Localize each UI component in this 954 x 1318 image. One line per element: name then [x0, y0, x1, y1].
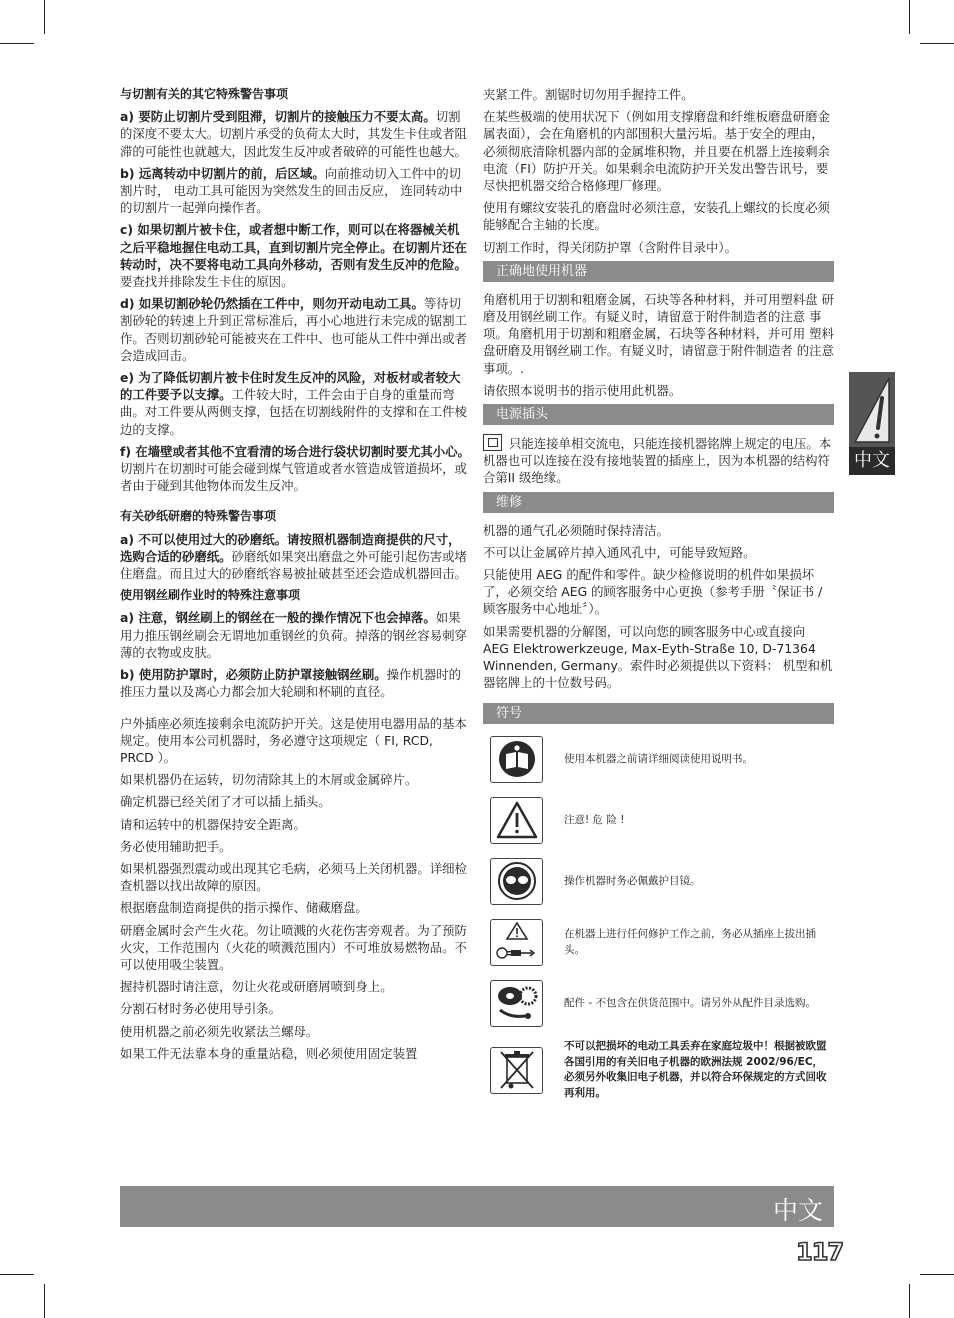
paragraph: f) 在墙壁或者其他不宜看清的场合进行袋状切割时要尤其小心。切割片在切割时可能会碰到煤气管道或者水管造成管道损坏，或者由于碰到其他物体而发生反冲。 — [120, 443, 470, 494]
paragraph: 切割工作时，得关闭防护罩（含附件目录中）。 — [483, 239, 738, 255]
symbol-text: 在机器上进行任何修护工作之前，务必从插座上拔出插头。 — [564, 928, 816, 957]
paragraph: 使用机器之前必须先收紧法兰螺母。 — [120, 1023, 319, 1039]
accessory-disc-icon — [490, 980, 543, 1027]
language-tab — [849, 372, 895, 475]
paragraph: 夹紧工件。割锯时切勿用手握持工件。 — [483, 87, 694, 102]
paragraph: 使用有螺纹安装孔的磨盘时必须注意，安装孔上螺纹的长度必须能够配合主轴的长度。 — [483, 200, 830, 233]
section-bar-mains-plug: 电源插头 — [483, 404, 834, 425]
paragraph: 如果机器仍在运转，切勿清除其上的木屑或金属碎片。 — [120, 772, 418, 788]
right-column — [483, 86, 834, 1112]
symbol-row — [490, 978, 834, 1028]
paragraph: 角磨机用于切割和粗磨金属，石块等各种材料，并可用塑料盘 研磨及用钢丝刷工作。有疑义时，请留意于附件制造者的注意 事项。角磨机用于切割和粗磨金属，石块等各种材料，并可用 塑料盘研磨及用钢丝刷工作。有疑义时，请留意于附件制造者 的注意事项。. — [483, 291, 834, 376]
class-ii-insulation-icon — [483, 434, 502, 451]
crop-mark — [0, 1274, 34, 1275]
paragraph: e) 为了降低切割片被卡住时发生反冲的风险，对板材或者较大的工件要予以支撑。工件较大时，工件会由于自身的重量而弯曲。对工件要从两侧支撑，包括在切割线附件的支撑和在工件棱边的支撑。 — [120, 370, 467, 437]
section-bar-symbols: 符号 — [483, 703, 834, 724]
paragraph: d) 如果切割砂轮仍然插在工件中，则勿开动电动工具。等待切割砂轮的转速上升到正常标准后，再小心地进行未完成的锯割工作。否则切割砂轮可能被夹在工件中、也可能从工件中弹出或者会造成回击。 — [120, 296, 467, 363]
page-number: 117 — [796, 1238, 844, 1266]
crop-mark — [909, 1284, 910, 1318]
read-manual-icon — [490, 736, 543, 783]
symbol-text: 注意! 危 险 ! — [564, 814, 625, 827]
section-heading: 使用钢丝刷作业时的特殊注意事项 — [120, 588, 301, 603]
paragraph: 机器的通气孔必须随时保持清洁。 — [483, 522, 669, 538]
section-heading: 有关砂纸研磨的特殊警告事项 — [120, 509, 277, 524]
crop-mark — [920, 43, 954, 44]
paragraph: 不可以让金属碎片掉入通风孔中，可能导致短路。 — [483, 544, 756, 560]
footer-language: 中文 — [772, 1196, 823, 1225]
section-bar-proper-use: 正确地使用机器 — [483, 261, 834, 282]
paragraph: 确定机器已经关闭了才可以插上插头。 — [120, 794, 331, 810]
crop-mark — [44, 0, 45, 34]
symbol-row — [490, 795, 834, 845]
symbol-text: 操作机器时务必佩戴护目镜。 — [564, 875, 701, 888]
paragraph: b) 远离转动中切割片的前，后区域。向前推动切入工件中的切割片时， 电动工具可能因为突然发生的回击反应， 连同转动中的切割片一起弹向操作者。 — [120, 165, 463, 216]
paragraph: 如果工件无法靠本身的重量站稳，则必须使用固定装置 — [120, 1045, 418, 1061]
paragraph: 务必使用辅助把手。 — [120, 838, 232, 854]
weee-bin-icon — [490, 1047, 543, 1094]
symbol-row — [490, 856, 834, 906]
symbol-row — [490, 1039, 834, 1101]
paragraph: 分割石材时务必使用导引条。 — [120, 1001, 282, 1017]
paragraph: 户外插座必须连接剩余电流防护开关。这是使用电器用品的基本规定。使用本公司机器时，务必遵守这项规定（ FI, RCD, PRCD ）。 — [120, 715, 467, 765]
warning-triangle-icon — [853, 376, 891, 450]
paragraph: 研磨金属时会产生火花。勿让喷溅的火花伤害旁观者。为了预防火灾，工作范围内（火花的喷溅范围内）不可堆放易燃物品。不可以使用吸尘装置。 — [120, 922, 467, 972]
paragraph: 如果需要机器的分解图，可以向您的顾客服务中心或直接向 AEG Elektrowerkzeuge, Max-Eyth-Straße 10, D-71364 Winnenden, Germany。索件时必须提供以下资料： 机型和机器铭牌上的十位数号码。 — [483, 623, 833, 691]
crop-mark — [920, 1274, 954, 1275]
symbol-row — [490, 917, 834, 967]
crop-mark — [909, 0, 910, 34]
symbol-text: 配件 - 不包含在供货范围中。请另外从配件目录选购。 — [564, 997, 816, 1010]
paragraph: b) 使用防护罩时，必须防止防护罩接触钢丝刷。操作机器时的推压力量以及离心力都会加大轮刷和杯刷的直径。 — [120, 667, 462, 700]
symbol-text: 使用本机器之前请详细阅读使用说明书。 — [564, 753, 753, 766]
paragraph: a) 不可以使用过大的砂磨纸。请按照机器制造商提供的尺寸，选购合适的砂磨纸。砂磨纸如果突出磨盘之外可能引起伤害或堵住磨盘。而且过大的砂磨纸容易被扯破甚至还会造成机器回击。 — [120, 531, 467, 582]
paragraph: 如果机器强烈震动或出现其它毛病，必须马上关闭机器。详细检查机器以找出故障的原因。 — [120, 860, 467, 894]
paragraph: 只能连接单相交流电，只能连接机器铭牌上规定的电压。本机器也可以连接在没有接地装置的插座上，因为本机器的结构符合第II 级绝缘。 — [483, 436, 832, 486]
unplug-icon — [490, 919, 543, 966]
paragraph: 请和运转中的机器保持安全距离。 — [120, 816, 306, 832]
section-bar-maintenance: 维修 — [483, 492, 834, 513]
paragraph: 请依照本说明书的指示使用此机器。 — [483, 382, 682, 398]
paragraph: 握持机器时请注意，勿让火花或研磨屑喷到身上。 — [120, 979, 393, 995]
tab-label: 中文 — [849, 447, 895, 475]
paragraph: a) 注意，钢丝刷上的钢丝在一般的操作情况下也会掉落。如果用力推压钢丝刷会无谓地加重钢丝的负荷。掉落的钢丝容易刺穿薄的衣物或皮肤。 — [120, 610, 467, 660]
crop-mark — [44, 1284, 45, 1318]
section-heading: 与切割有关的其它特殊警告事项 — [120, 87, 289, 101]
footer-bar — [120, 1186, 834, 1227]
paragraph: c) 如果切割片被卡住，或者想中断工作，则可以在将器械关机之后平稳地握住电动工具，直到切割片完全停止。在切割片还在转动时，决不要将电动工具向外移动，否则有发生反冲的危险。要查找并排除发生卡住的原因。 — [120, 222, 467, 290]
crop-mark — [0, 43, 34, 44]
paragraph: 只能使用 AEG 的配件和零件。缺少检修说明的机件如果损坏了，必须交给 AEG 的顾客服务中心更换（参考手册〝保证书 / 顾客服务中心地址〞）。 — [483, 567, 823, 617]
paragraph: 在某些极端的使用状况下（例如用支撑磨盘和纤维板磨盘研磨金属表面），会在角磨机的内部围积大量污垢。基于安全的理由，必须彻底清除机器内部的金属堆积物，并且要在机器上连接剩余电流（FI）防护开关。如果剩余电流防护开关发出警告讯号，要尽快把机器交给合格修理厂修理。 — [483, 109, 830, 194]
symbol-list — [483, 734, 834, 1101]
symbol-text: 不可以把损坏的电动工具丢弃在家庭垃圾中！根据被欧盟各国引用的有关旧电子机器的欧洲法规 2002/96/EC，必须另外收集旧电子机器，并以符合环保规定的方式回收再利用。 — [564, 1040, 827, 1099]
warning-triangle-icon — [490, 797, 543, 844]
left-column — [120, 86, 470, 1067]
paragraph: a) 要防止切割片受到阻滞，切割片的接触压力不要太高。切割的深度不要太大。切割片承受的负荷太大时，其发生卡住或者阻滞的可能性也就越大，因此发生反冲或者破碎的可能性也越大。 — [120, 109, 467, 159]
safety-goggles-icon — [490, 858, 543, 905]
symbol-row — [490, 734, 834, 784]
paragraph: 根据磨盘制造商提供的指示操作、储藏磨盘。 — [120, 900, 368, 916]
